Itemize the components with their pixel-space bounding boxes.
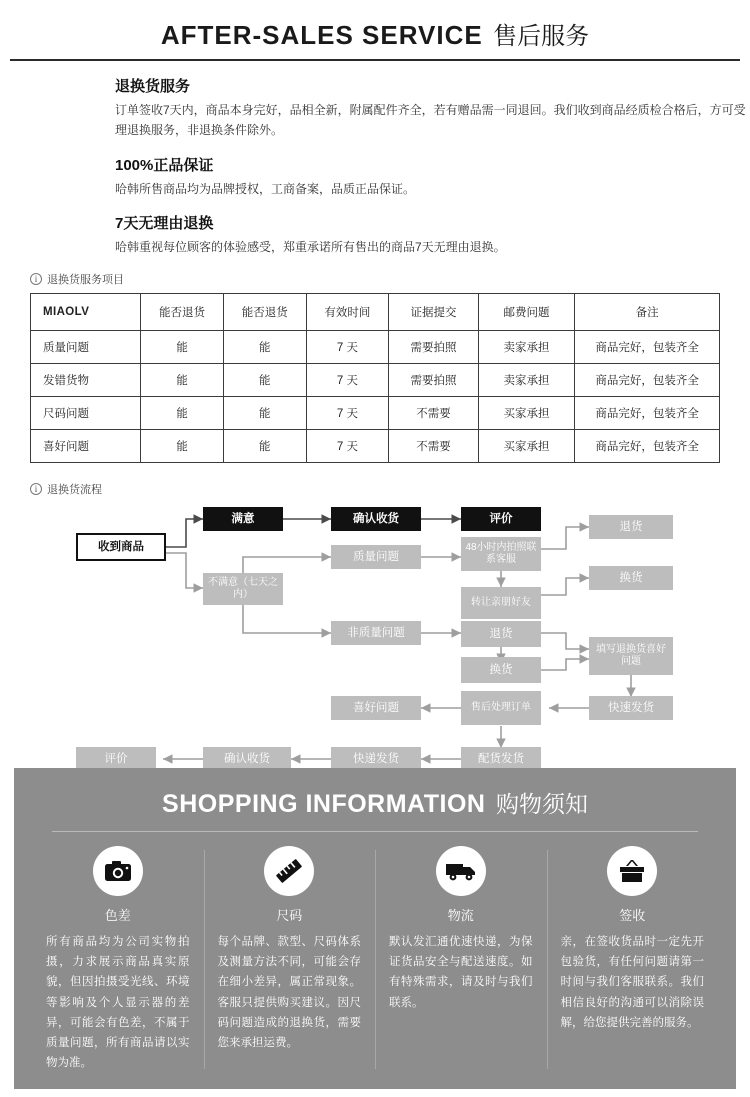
shopping-title bbox=[52, 786, 698, 832]
table-cell: 商品完好，包装齐全 bbox=[575, 397, 720, 430]
table-cell: 能 bbox=[223, 364, 306, 397]
shopping-column-title: 物流 bbox=[447, 908, 474, 924]
flow-node-label: 不满意（七天之内） bbox=[208, 576, 278, 601]
flow-node-label: 质量问题 bbox=[353, 551, 399, 563]
table-cell: 买家承担 bbox=[478, 397, 574, 430]
returns-flowchart bbox=[0, 503, 750, 793]
policy-text: 哈韩所售商品均为品牌授权，工商备案，品质正品保证。 bbox=[115, 181, 416, 196]
flow-node-confirm-receipt bbox=[331, 507, 421, 531]
flow-node-48h-photo bbox=[461, 537, 541, 571]
package-icon bbox=[607, 846, 657, 896]
table-cell: 质量问题 bbox=[31, 331, 141, 364]
table-cell: 7 天 bbox=[306, 364, 389, 397]
shopping-column-text: 亲，在签收货品时一定先开包验货，有任何问题请第一时间与我们客服联系。我们相信良好的沟通可以消除误解，给您提供完善的服务。 bbox=[560, 936, 704, 1029]
shopping-column-logistics bbox=[375, 846, 547, 1073]
flow-node-label: 确认收货 bbox=[353, 513, 399, 525]
flow-node-label: 确认收货 bbox=[224, 753, 270, 765]
table-cell: 卖家承担 bbox=[478, 331, 574, 364]
flow-node-label: 快速发货 bbox=[608, 702, 654, 714]
flow-node-nonquality-issue bbox=[331, 621, 421, 645]
policy-item bbox=[115, 212, 750, 258]
flow-node-label: 退货 bbox=[489, 628, 513, 640]
table-cell: 商品完好，包装齐全 bbox=[575, 331, 720, 364]
table-caption-label: 退换货服务项目 bbox=[47, 274, 124, 287]
flow-node-return-top bbox=[589, 515, 673, 539]
shopping-column-text: 默认发汇通优速快递，为保证货品安全与配送速度。如有特殊需求，请及时与我们联系。 bbox=[389, 936, 533, 1009]
policy-heading: 退换货服务 bbox=[115, 78, 191, 95]
table-caption bbox=[30, 271, 750, 287]
flow-node-label: 评价 bbox=[489, 513, 513, 525]
table-row bbox=[31, 430, 720, 463]
ruler-icon bbox=[264, 846, 314, 896]
flow-node-label: 配货发货 bbox=[478, 753, 524, 765]
truck-icon bbox=[436, 846, 486, 896]
shopping-column-text: 所有商品均为公司实物拍摄，力求展示商品真实原貌，但因拍摄受光线、环境等影响及个人显示器的差异，可能会有色差，不属于质量问题，所有商品请以实物为准。 bbox=[46, 936, 190, 1069]
flow-node-unsatisfied bbox=[203, 573, 283, 605]
table-header-cell: MIAOLV bbox=[31, 294, 141, 331]
flow-node-label: 收到商品 bbox=[98, 541, 144, 553]
table-cell: 尺码问题 bbox=[31, 397, 141, 430]
shopping-column-title: 色差 bbox=[104, 908, 131, 924]
flow-node-label: 换货 bbox=[619, 572, 643, 584]
flow-node-satisfied bbox=[203, 507, 283, 531]
flow-node-return-mid bbox=[461, 621, 541, 647]
table-row bbox=[31, 331, 720, 364]
table-cell: 买家承担 bbox=[478, 430, 574, 463]
flow-node-label: 非质量问题 bbox=[347, 627, 405, 639]
table-header-cell: 证据提交 bbox=[389, 294, 479, 331]
shopping-column-size bbox=[204, 846, 376, 1073]
shopping-title-en: SHOPPING INFORMATION bbox=[162, 790, 486, 819]
policy-table bbox=[30, 293, 720, 463]
flow-node-label: 退货 bbox=[619, 521, 643, 533]
policy-table-wrapper bbox=[0, 293, 750, 463]
table-cell: 发错货物 bbox=[31, 364, 141, 397]
table-header-cell: 能否退货 bbox=[223, 294, 306, 331]
table-header-cell: 邮费问题 bbox=[478, 294, 574, 331]
flow-node-label: 快递发货 bbox=[353, 753, 399, 765]
flow-node-review bbox=[461, 507, 541, 531]
info-icon: i bbox=[30, 273, 42, 285]
flow-node-label: 评价 bbox=[104, 753, 128, 765]
table-header-row bbox=[31, 294, 720, 331]
camera-icon bbox=[93, 846, 143, 896]
table-cell: 能 bbox=[141, 430, 224, 463]
table-cell: 7 天 bbox=[306, 397, 389, 430]
policy-item bbox=[115, 154, 750, 200]
policy-heading: 100%正品保证 bbox=[115, 156, 214, 174]
shopping-column-color bbox=[32, 846, 204, 1073]
flow-node-label: 满意 bbox=[231, 513, 255, 525]
table-cell: 7 天 bbox=[306, 430, 389, 463]
table-cell: 能 bbox=[223, 430, 306, 463]
flow-node-label: 填写退换货喜好问题 bbox=[596, 643, 666, 668]
shopping-title-cn: 购物须知 bbox=[495, 791, 588, 818]
table-cell: 不需要 bbox=[389, 430, 479, 463]
table-cell: 不需要 bbox=[389, 397, 479, 430]
policy-list bbox=[0, 61, 750, 258]
policy-item bbox=[115, 75, 750, 141]
flow-node-exchange-top bbox=[589, 566, 673, 590]
policy-text: 订单签收7天内，商品本身完好，品相全新，附属配件齐全，若有赠品需一同退回。我们收到商品经质检合格后，方可受理退换服务，非退换条件除外。 bbox=[115, 103, 746, 137]
flow-node-preference-issue bbox=[331, 696, 421, 720]
flow-node-exchange-mid bbox=[461, 657, 541, 683]
after-sales-header bbox=[10, 0, 740, 61]
flow-node-quality-issue bbox=[331, 545, 421, 569]
shopping-column-title: 尺码 bbox=[276, 908, 303, 924]
table-cell: 需要拍照 bbox=[389, 331, 479, 364]
shopping-column-receipt bbox=[547, 846, 719, 1073]
flow-node-label: 48小时内拍照联系客服 bbox=[465, 541, 537, 566]
table-header-cell: 备注 bbox=[575, 294, 720, 331]
table-cell: 卖家承担 bbox=[478, 364, 574, 397]
policy-heading: 7天无理由退换 bbox=[115, 215, 214, 233]
table-cell: 商品完好，包装齐全 bbox=[575, 430, 720, 463]
flow-caption bbox=[30, 481, 750, 497]
flow-node-label: 售后处理订单 bbox=[471, 701, 531, 713]
table-cell: 能 bbox=[223, 331, 306, 364]
shopping-columns bbox=[14, 846, 736, 1073]
flow-node-received bbox=[76, 533, 166, 561]
table-cell: 喜好问题 bbox=[31, 430, 141, 463]
flow-node-fill-form bbox=[589, 637, 673, 675]
after-sales-title-cn: 售后服务 bbox=[493, 23, 590, 50]
shopping-column-text: 每个品牌、款型、尺码体系及测量方法不同，可能会存在细小差异，属正常现象。客服只提供购买建议。因尺码问题造成的退换货，需要您来承担运费。 bbox=[217, 936, 361, 1049]
table-cell: 能 bbox=[141, 364, 224, 397]
policy-text: 哈韩重视每位顾客的体验感受，郑重承诺所有售出的商品7天无理由退换。 bbox=[115, 240, 506, 255]
flow-node-label: 换货 bbox=[489, 664, 513, 676]
flow-node-label: 转让亲朋好友 bbox=[471, 596, 531, 608]
table-cell: 能 bbox=[141, 397, 224, 430]
info-icon: i bbox=[30, 483, 42, 495]
shopping-information-panel bbox=[14, 768, 736, 1089]
table-cell: 7 天 bbox=[306, 331, 389, 364]
table-row bbox=[31, 397, 720, 430]
table-cell: 能 bbox=[223, 397, 306, 430]
flow-node-fast-shipping bbox=[589, 696, 673, 720]
table-cell: 商品完好，包装齐全 bbox=[575, 364, 720, 397]
shopping-column-title: 签收 bbox=[619, 908, 646, 924]
table-row bbox=[31, 364, 720, 397]
table-cell: 能 bbox=[141, 331, 224, 364]
flow-node-transfer bbox=[461, 587, 541, 619]
table-header-cell: 能否退货 bbox=[141, 294, 224, 331]
after-sales-title-en: AFTER-SALES SERVICE bbox=[160, 20, 483, 50]
flow-caption-label: 退换货流程 bbox=[47, 484, 102, 497]
table-cell: 需要拍照 bbox=[389, 364, 479, 397]
flow-node-aftersale-order bbox=[461, 691, 541, 725]
table-header-cell: 有效时间 bbox=[306, 294, 389, 331]
flow-node-label: 喜好问题 bbox=[353, 702, 399, 714]
